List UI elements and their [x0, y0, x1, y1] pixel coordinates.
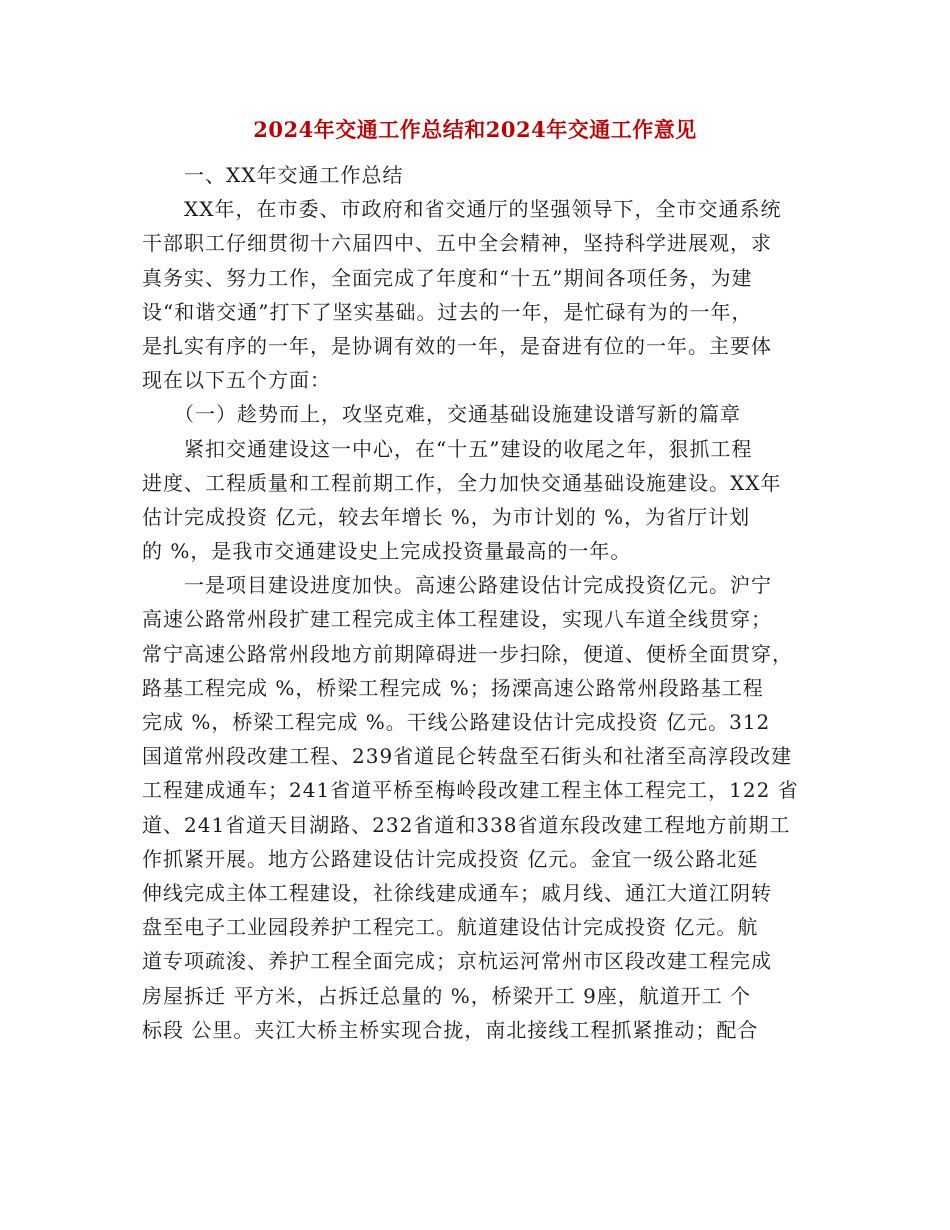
paragraph-line: 进度、工程质量和工程前期工作，全力加快交通基础设施建设。XX年: [142, 470, 782, 495]
paragraph-line: 真务实、努力工作，全面完成了年度和“十五”期间各项任务，为建: [142, 265, 753, 290]
subsection-heading: （一）趁势而上，攻坚克难，交通基础设施建设谱写新的篇章: [174, 402, 741, 427]
paragraph-line: 道专项疏浚、养护工程全面完成；京杭运河常州市区段改建工程完成: [142, 949, 772, 974]
paragraph-line: 盘至电子工业园段养护工程完工。航道建设估计完成投资 亿元。航: [142, 915, 759, 940]
paragraph-line: 标段 公里。夹江大桥主桥实现合拢，南北接线工程抓紧推动；配合: [142, 1017, 759, 1042]
paragraph-line: 紧扣交通建设这一中心，在“十五”建设的收尾之年，狠抓工程: [184, 436, 753, 461]
paragraph-line: 工程建成通车；241省道平桥至梅岭段改建工程主体工程完工，122 省: [142, 778, 799, 803]
paragraph-line: 现在以下五个方面：: [142, 368, 331, 393]
paragraph-line: 高速公路常州段扩建工程完成主体工程建设，实现八车道全线贯穿；: [142, 607, 772, 632]
paragraph-line: 是扎实有序的一年，是协调有效的一年，是奋进有位的一年。主要体: [142, 333, 772, 358]
paragraph-line: 常宁高速公路常州段地方前期障碍进一步扫除，便道、便桥全面贯穿，: [142, 641, 793, 666]
document-title: 2024年交通工作总结和2024年交通工作意见: [253, 117, 697, 142]
paragraph-line: 房屋拆迁 平方米，占拆迁总量的 %，桥梁开工 9座，航道开工 个: [142, 983, 752, 1008]
paragraph-line: 一是项目建设进度加快。高速公路建设估计完成投资亿元。沪宁: [184, 573, 772, 598]
paragraph-line: 道、241省道天目湖路、232省道和338省道东段改建工程地方前期工: [142, 812, 791, 837]
paragraph-line: 路基工程完成 %，桥梁工程完成 %；扬溧高速公路常州段路基工程: [142, 675, 764, 700]
document-body: [142, 158, 812, 1047]
paragraph-line: 干部职工仔细贯彻十六届四中、五中全会精神，坚持科学进展观，求: [142, 231, 772, 256]
section-heading: 一、XX年交通工作总结: [184, 163, 404, 187]
paragraph-line: 伸线完成主体工程建设，社徐线建成通车；戚月线、通江大道江阴转: [142, 880, 772, 905]
paragraph-line: 设“和谐交通”打下了坚实基础。过去的一年，是忙碌有为的一年，: [142, 299, 753, 324]
paragraph-line: 的 %，是我市交通建设史上完成投资量最高的一年。: [142, 539, 632, 564]
paragraph-line: 国道常州段改建工程、239省道昆仑转盘至石街头和社渚至高淳段改建: [142, 744, 793, 769]
paragraph-line: 估计完成投资 亿元，较去年增长 %，为市计划的 %，为省厅计划: [142, 504, 751, 529]
paragraph-line: 作抓紧开展。地方公路建设估计完成投资 亿元。金宜一级公路北延: [142, 846, 759, 871]
paragraph-line: 完成 %，桥梁工程完成 %。干线公路建设估计完成投资 亿元。312: [142, 710, 771, 734]
paragraph-line: XX年，在市委、市政府和省交通厅的坚强领导下，全市交通系统: [184, 197, 782, 222]
